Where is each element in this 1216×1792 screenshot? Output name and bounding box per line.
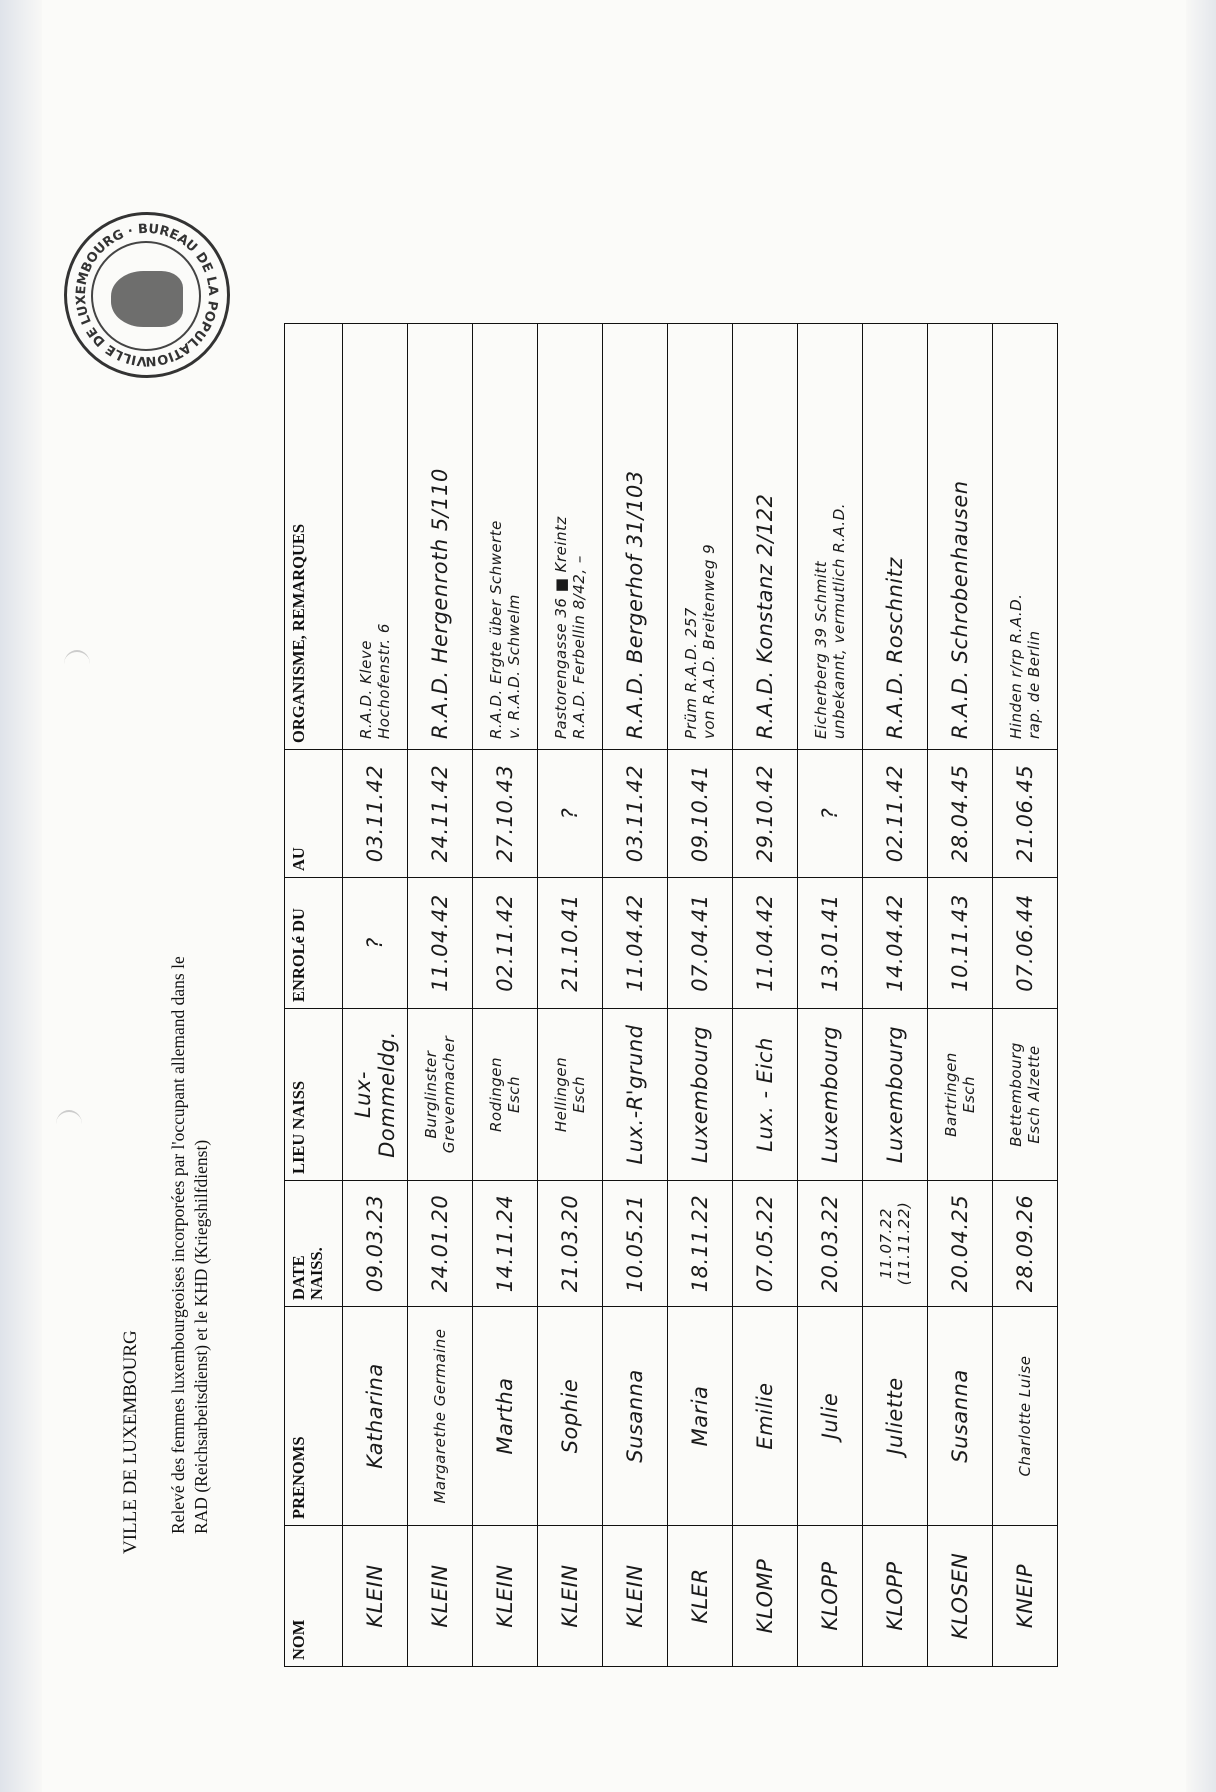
cell-date-naiss bbox=[733, 1181, 798, 1307]
cell-au bbox=[538, 750, 603, 878]
cell-organisme bbox=[473, 324, 538, 750]
scan-edge-right bbox=[1186, 0, 1216, 1792]
cell-date-naiss bbox=[993, 1181, 1058, 1307]
cell-date-naiss-line-1: 20.03.22 bbox=[818, 1194, 842, 1293]
cell-prenoms bbox=[343, 1307, 408, 1526]
cell-lieu-naiss-line-2: Grevenmacher bbox=[440, 1035, 458, 1154]
cell-nom bbox=[603, 1526, 668, 1667]
cell-organisme-line-1: R.A.D. Konstanz 2/122 bbox=[753, 493, 777, 739]
cell-au-line-1: ? bbox=[558, 807, 582, 820]
cell-prenoms bbox=[668, 1307, 733, 1526]
cell-prenoms bbox=[733, 1307, 798, 1526]
cell-nom-line-1: KNEIP bbox=[1013, 1563, 1037, 1629]
cell-lieu-naiss-line-1: Luxembourg bbox=[688, 1025, 712, 1164]
cell-au bbox=[473, 750, 538, 878]
cell-prenoms bbox=[863, 1307, 928, 1526]
cell-nom-line-1: KLEIN bbox=[363, 1564, 387, 1628]
cell-enrole-du-line-1: 11.04.42 bbox=[753, 894, 777, 992]
cell-prenoms-line-1: Charlotte Luise bbox=[1016, 1355, 1034, 1477]
table-row bbox=[668, 324, 733, 1667]
table-row bbox=[408, 324, 473, 1667]
document-title: VILLE DE LUXEMBOURG bbox=[120, 1330, 141, 1554]
seal-lettering bbox=[67, 215, 227, 375]
cell-date-naiss bbox=[538, 1181, 603, 1307]
cell-au bbox=[798, 750, 863, 878]
cell-nom-line-1: KLEIN bbox=[558, 1564, 582, 1628]
cell-prenoms-line-1: Sophie bbox=[558, 1378, 582, 1454]
cell-enrole-du bbox=[993, 878, 1058, 1009]
cell-organisme-line-1: R.A.D. Schrobenhausen bbox=[948, 480, 972, 739]
subtitle-line-2: RAD (Reichsarbeitsdienst) et le KHD (Kriegshilfdienst) bbox=[191, 1139, 211, 1534]
cell-enrole-du bbox=[538, 878, 603, 1009]
cell-lieu-naiss bbox=[343, 1009, 408, 1181]
cell-au-line-1: 21.06.45 bbox=[1013, 764, 1037, 863]
cell-au-line-1: 03.11.42 bbox=[623, 764, 647, 863]
cell-au bbox=[603, 750, 668, 878]
cell-nom-line-1: KLEIN bbox=[493, 1564, 517, 1628]
cell-au-line-1: ? bbox=[818, 807, 842, 820]
cell-organisme-line-1: Prüm R.A.D. 257 bbox=[682, 607, 700, 739]
cell-enrole-du bbox=[863, 878, 928, 1009]
cell-date-naiss-line-1: 20.04.25 bbox=[948, 1194, 972, 1293]
cell-nom bbox=[863, 1526, 928, 1667]
cell-au-line-1: 09.10.41 bbox=[688, 764, 712, 863]
cell-nom bbox=[343, 1526, 408, 1667]
cell-organisme-line-1: R.A.D. Kleve bbox=[357, 640, 375, 739]
cell-enrole-du-line-1: ? bbox=[363, 937, 387, 949]
cell-lieu-naiss bbox=[993, 1009, 1058, 1181]
cell-lieu-naiss-line-1: Rodingen bbox=[487, 1056, 505, 1133]
cell-organisme-line-1: Hinden r/rp R.A.D. bbox=[1007, 593, 1025, 739]
cell-enrole-du-line-1: 11.04.42 bbox=[428, 894, 452, 992]
cell-organisme-line-2: R.A.D. Ferbellin 8/42, – bbox=[570, 555, 588, 739]
cell-lieu-naiss bbox=[928, 1009, 993, 1181]
cell-date-naiss-line-1: 09.03.23 bbox=[363, 1194, 387, 1293]
cell-lieu-naiss-line-1: Luxembourg bbox=[818, 1025, 842, 1164]
cell-enrole-du bbox=[798, 878, 863, 1009]
table-row bbox=[928, 324, 993, 1667]
cell-organisme-line-1: Pastorengasse 36 ■ Kreintz bbox=[552, 516, 570, 739]
cell-lieu-naiss-line-2: Esch bbox=[570, 1075, 588, 1114]
cell-lieu-naiss-line-1: Burglinster bbox=[422, 1050, 440, 1139]
cell-nom-line-1: KLOMP bbox=[753, 1558, 777, 1634]
header-date-naiss bbox=[285, 1181, 343, 1307]
cell-date-naiss-line-1: 10.05.21 bbox=[623, 1194, 647, 1293]
cell-prenoms-line-1: Katharina bbox=[363, 1363, 387, 1469]
header-date-line2: NAISS. bbox=[307, 1247, 326, 1300]
cell-prenoms bbox=[993, 1307, 1058, 1526]
cell-au-line-1: 27.10.43 bbox=[493, 764, 517, 863]
subtitle-line-1: Relevé des femmes luxembourgeoises incorporées par l'occupant allemand dans le bbox=[168, 956, 188, 1534]
cell-nom bbox=[538, 1526, 603, 1667]
cell-enrole-du-line-1: 07.06.44 bbox=[1013, 894, 1037, 992]
cell-enrole-du-line-1: 07.04.41 bbox=[688, 894, 712, 992]
cell-nom-line-1: KLOSEN bbox=[948, 1552, 972, 1640]
cell-organisme-line-1: R.A.D. Ergte über Schwerte bbox=[487, 520, 505, 739]
scan-edge-left bbox=[0, 0, 42, 1792]
cell-organisme bbox=[993, 324, 1058, 750]
cell-lieu-naiss-line-1: Luxembourg bbox=[883, 1025, 907, 1164]
cell-au-line-1: 02.11.42 bbox=[883, 764, 907, 863]
cell-organisme bbox=[863, 324, 928, 750]
cell-organisme bbox=[343, 324, 408, 750]
cell-enrole-du-line-1: 21.10.41 bbox=[558, 894, 582, 992]
cell-nom bbox=[408, 1526, 473, 1667]
cell-organisme-line-1: R.A.D. Bergerhof 31/103 bbox=[623, 470, 647, 739]
cell-enrole-du bbox=[733, 878, 798, 1009]
cell-organisme-line-2: Hochofenstr. 6 bbox=[375, 623, 393, 739]
cell-au bbox=[928, 750, 993, 878]
cell-prenoms-line-1: Susanna bbox=[623, 1369, 647, 1463]
document-subtitle bbox=[167, 534, 213, 1534]
cell-date-naiss bbox=[668, 1181, 733, 1307]
cell-enrole-du bbox=[343, 878, 408, 1009]
cell-lieu-naiss-line-2: Esch bbox=[960, 1075, 978, 1114]
cell-prenoms-line-1: Margarethe Germaine bbox=[431, 1328, 449, 1504]
table-row bbox=[473, 324, 538, 1667]
cell-organisme-line-2: von R.A.D. Breitenweg 9 bbox=[700, 543, 718, 739]
cell-nom-line-1: KLOPP bbox=[818, 1561, 842, 1631]
cell-au bbox=[863, 750, 928, 878]
cell-lieu-naiss bbox=[408, 1009, 473, 1181]
svg-text:VILLE DE LUXEMBOURG · BUREAU D bbox=[74, 222, 220, 368]
cell-date-naiss bbox=[343, 1181, 408, 1307]
cell-enrole-du-line-1: 13.01.41 bbox=[818, 894, 842, 992]
cell-prenoms-line-1: Julie bbox=[818, 1392, 842, 1440]
register-table bbox=[284, 323, 1058, 1667]
cell-date-naiss-line-1: 11.07.22 bbox=[877, 1208, 895, 1279]
cell-nom bbox=[668, 1526, 733, 1667]
cell-date-naiss bbox=[928, 1181, 993, 1307]
cell-au bbox=[343, 750, 408, 878]
cell-au-line-1: 24.11.42 bbox=[428, 764, 452, 863]
cell-prenoms-line-1: Maria bbox=[688, 1385, 712, 1447]
cell-enrole-du bbox=[408, 878, 473, 1009]
cell-lieu-naiss-line-2: Esch bbox=[505, 1075, 523, 1114]
header-organisme: ORGANISME, REMARQUES bbox=[285, 324, 343, 750]
cell-prenoms bbox=[408, 1307, 473, 1526]
cell-lieu-naiss bbox=[863, 1009, 928, 1181]
table-row bbox=[993, 324, 1058, 1667]
cell-date-naiss-line-1: 14.11.24 bbox=[493, 1194, 517, 1293]
cell-organisme-line-2: rap. de Berlin bbox=[1025, 630, 1043, 739]
cell-lieu-naiss bbox=[798, 1009, 863, 1181]
cell-lieu-naiss bbox=[538, 1009, 603, 1181]
cell-au-line-1: 29.10.42 bbox=[753, 764, 777, 863]
cell-nom bbox=[993, 1526, 1058, 1667]
cell-organisme bbox=[408, 324, 473, 750]
header-lieu-naiss: LIEU NAISS bbox=[285, 1009, 343, 1181]
cell-nom bbox=[798, 1526, 863, 1667]
cell-date-naiss bbox=[603, 1181, 668, 1307]
cell-organisme-line-2: v. R.A.D. Schwelm bbox=[505, 594, 523, 739]
header-date-line1: DATE bbox=[289, 1255, 308, 1300]
official-seal bbox=[64, 212, 230, 378]
cell-organisme-line-1: R.A.D. Roschnitz bbox=[883, 557, 907, 739]
cell-enrole-du bbox=[668, 878, 733, 1009]
cell-prenoms bbox=[928, 1307, 993, 1526]
cell-organisme-line-1: Eicherberg 39 Schmitt bbox=[812, 560, 830, 739]
table-header-row bbox=[285, 324, 343, 1667]
cell-organisme-line-2: unbekannt, vermutlich R.A.D. bbox=[830, 502, 848, 739]
cell-prenoms bbox=[538, 1307, 603, 1526]
punch-hole bbox=[64, 650, 90, 678]
seal-text: VILLE DE LUXEMBOURG · BUREAU DE LA POPULATION bbox=[73, 221, 221, 369]
cell-nom-line-1: KLEIN bbox=[623, 1564, 647, 1628]
cell-nom bbox=[473, 1526, 538, 1667]
header-nom: NOM bbox=[285, 1526, 343, 1667]
cell-prenoms-line-1: Juliette bbox=[883, 1377, 907, 1455]
cell-au bbox=[668, 750, 733, 878]
cell-au-line-1: 03.11.42 bbox=[363, 764, 387, 863]
cell-enrole-du bbox=[603, 878, 668, 1009]
cell-date-naiss bbox=[863, 1181, 928, 1307]
cell-nom-line-1: KLEIN bbox=[428, 1564, 452, 1628]
cell-lieu-naiss bbox=[473, 1009, 538, 1181]
cell-nom-line-1: KLER bbox=[688, 1568, 712, 1624]
table-row bbox=[538, 324, 603, 1667]
cell-enrole-du bbox=[473, 878, 538, 1009]
cell-nom bbox=[733, 1526, 798, 1667]
cell-lieu-naiss bbox=[603, 1009, 668, 1181]
cell-organisme bbox=[733, 324, 798, 750]
cell-lieu-naiss-line-1: Lux.-R'grund bbox=[623, 1024, 647, 1165]
cell-date-naiss-line-1: 24.01.20 bbox=[428, 1194, 452, 1293]
cell-nom-line-1: KLOPP bbox=[883, 1561, 907, 1631]
cell-organisme bbox=[928, 324, 993, 750]
cell-au bbox=[993, 750, 1058, 878]
cell-enrole-du-line-1: 14.04.42 bbox=[883, 894, 907, 992]
cell-organisme bbox=[538, 324, 603, 750]
cell-lieu-naiss-line-2: Esch Alzette bbox=[1025, 1045, 1043, 1144]
cell-au-line-1: 28.04.45 bbox=[948, 764, 972, 863]
cell-lieu-naiss bbox=[668, 1009, 733, 1181]
header-au: AU bbox=[285, 750, 343, 878]
cell-enrole-du-line-1: 02.11.42 bbox=[493, 894, 517, 992]
cell-lieu-naiss-line-1: Lux-Dommeldg. bbox=[351, 1031, 399, 1158]
cell-date-naiss-line-2: (11.11.22) bbox=[895, 1201, 913, 1286]
cell-au bbox=[408, 750, 473, 878]
cell-date-naiss bbox=[408, 1181, 473, 1307]
punch-hole bbox=[56, 1110, 82, 1138]
header-enrole-du: ENROLé DU bbox=[285, 878, 343, 1009]
cell-enrole-du-line-1: 10.11.43 bbox=[948, 894, 972, 992]
table-row bbox=[343, 324, 408, 1667]
cell-lieu-naiss-line-1: Bartringen bbox=[942, 1052, 960, 1137]
cell-lieu-naiss-line-1: Hellingen bbox=[552, 1056, 570, 1133]
table-row bbox=[733, 324, 798, 1667]
cell-enrole-du-line-1: 11.04.42 bbox=[623, 894, 647, 992]
header-prenoms: PRENOMS bbox=[285, 1307, 343, 1526]
cell-date-naiss bbox=[473, 1181, 538, 1307]
cell-organisme bbox=[603, 324, 668, 750]
cell-date-naiss-line-1: 21.03.20 bbox=[558, 1194, 582, 1293]
cell-date-naiss bbox=[798, 1181, 863, 1307]
cell-nom bbox=[928, 1526, 993, 1667]
cell-prenoms bbox=[473, 1307, 538, 1526]
cell-lieu-naiss-line-1: Lux. - Eich bbox=[753, 1037, 777, 1152]
cell-prenoms-line-1: Emilie bbox=[753, 1382, 777, 1450]
cell-organisme bbox=[798, 324, 863, 750]
cell-organisme-line-1: R.A.D. Hergenroth 5/110 bbox=[428, 468, 452, 739]
cell-date-naiss-line-1: 18.11.22 bbox=[688, 1194, 712, 1293]
cell-enrole-du bbox=[928, 878, 993, 1009]
table-row bbox=[798, 324, 863, 1667]
table-row bbox=[863, 324, 928, 1667]
cell-date-naiss-line-1: 07.05.22 bbox=[753, 1194, 777, 1293]
cell-prenoms-line-1: Martha bbox=[493, 1377, 517, 1455]
cell-au bbox=[733, 750, 798, 878]
cell-organisme bbox=[668, 324, 733, 750]
cell-prenoms bbox=[603, 1307, 668, 1526]
cell-prenoms bbox=[798, 1307, 863, 1526]
cell-lieu-naiss-line-1: Bettembourg bbox=[1007, 1042, 1025, 1147]
cell-date-naiss-line-1: 28.09.26 bbox=[1013, 1194, 1037, 1293]
cell-lieu-naiss bbox=[733, 1009, 798, 1181]
table-row bbox=[603, 324, 668, 1667]
cell-prenoms-line-1: Susanna bbox=[948, 1369, 972, 1463]
